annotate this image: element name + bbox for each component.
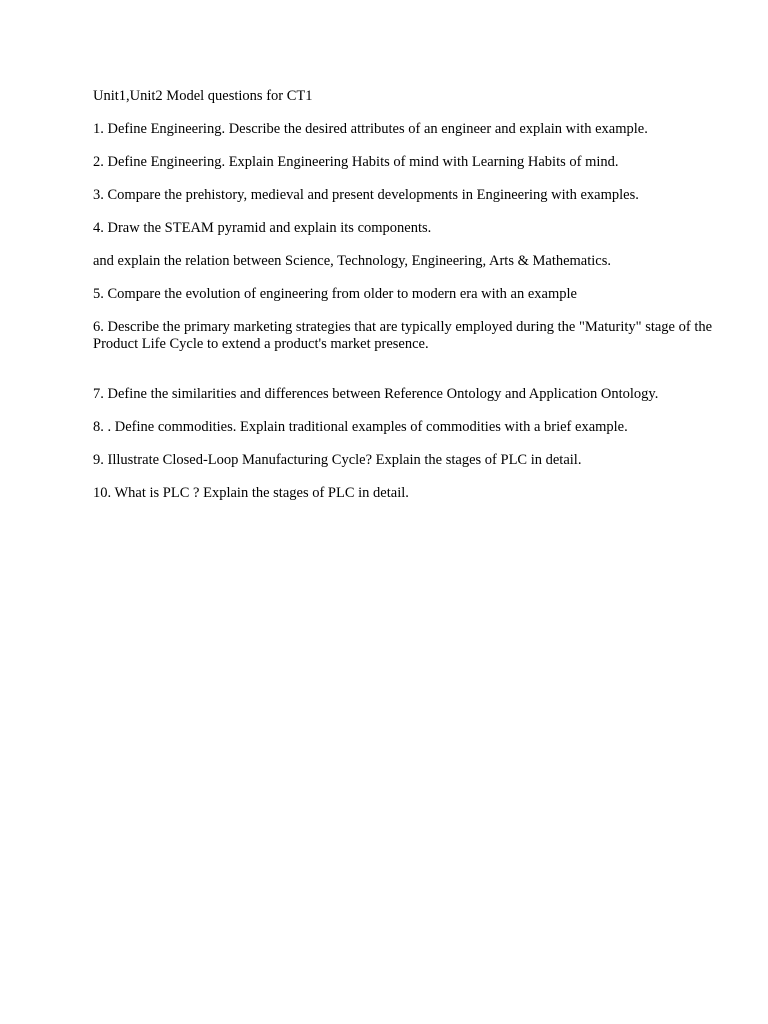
- question-9: 9. Illustrate Closed-Loop Manufacturing Cycle? Explain the stages of PLC in detail.: [93, 452, 582, 468]
- question-6: 6. Describe the primary marketing strategies that are typically employed during the "Maturity" stage of the Product Life Cycle to extend a product's market presence.: [93, 319, 713, 352]
- document-body: [93, 88, 733, 518]
- question-2: 2. Define Engineering. Explain Engineering Habits of mind with Learning Habits of mind.: [93, 154, 619, 170]
- question-5: 5. Compare the evolution of engineering from older to modern era with an example: [93, 286, 577, 302]
- question-7: 7. Define the similarities and differences between Reference Ontology and Application Ontology.: [93, 386, 659, 402]
- question-8: 8. . Define commodities. Explain traditional examples of commodities with a brief example.: [93, 419, 628, 435]
- document-title: Unit1,Unit2 Model questions for CT1: [93, 88, 313, 104]
- question-1: 1. Define Engineering. Describe the desired attributes of an engineer and explain with example.: [93, 121, 648, 137]
- question-10: 10. What is PLC ? Explain the stages of PLC in detail.: [93, 485, 409, 501]
- question-3: 3. Compare the prehistory, medieval and present developments in Engineering with examples.: [93, 187, 639, 203]
- question-4: 4. Draw the STEAM pyramid and explain its components.: [93, 220, 432, 236]
- question-4-continuation: and explain the relation between Science, Technology, Engineering, Arts & Mathematics.: [93, 253, 612, 269]
